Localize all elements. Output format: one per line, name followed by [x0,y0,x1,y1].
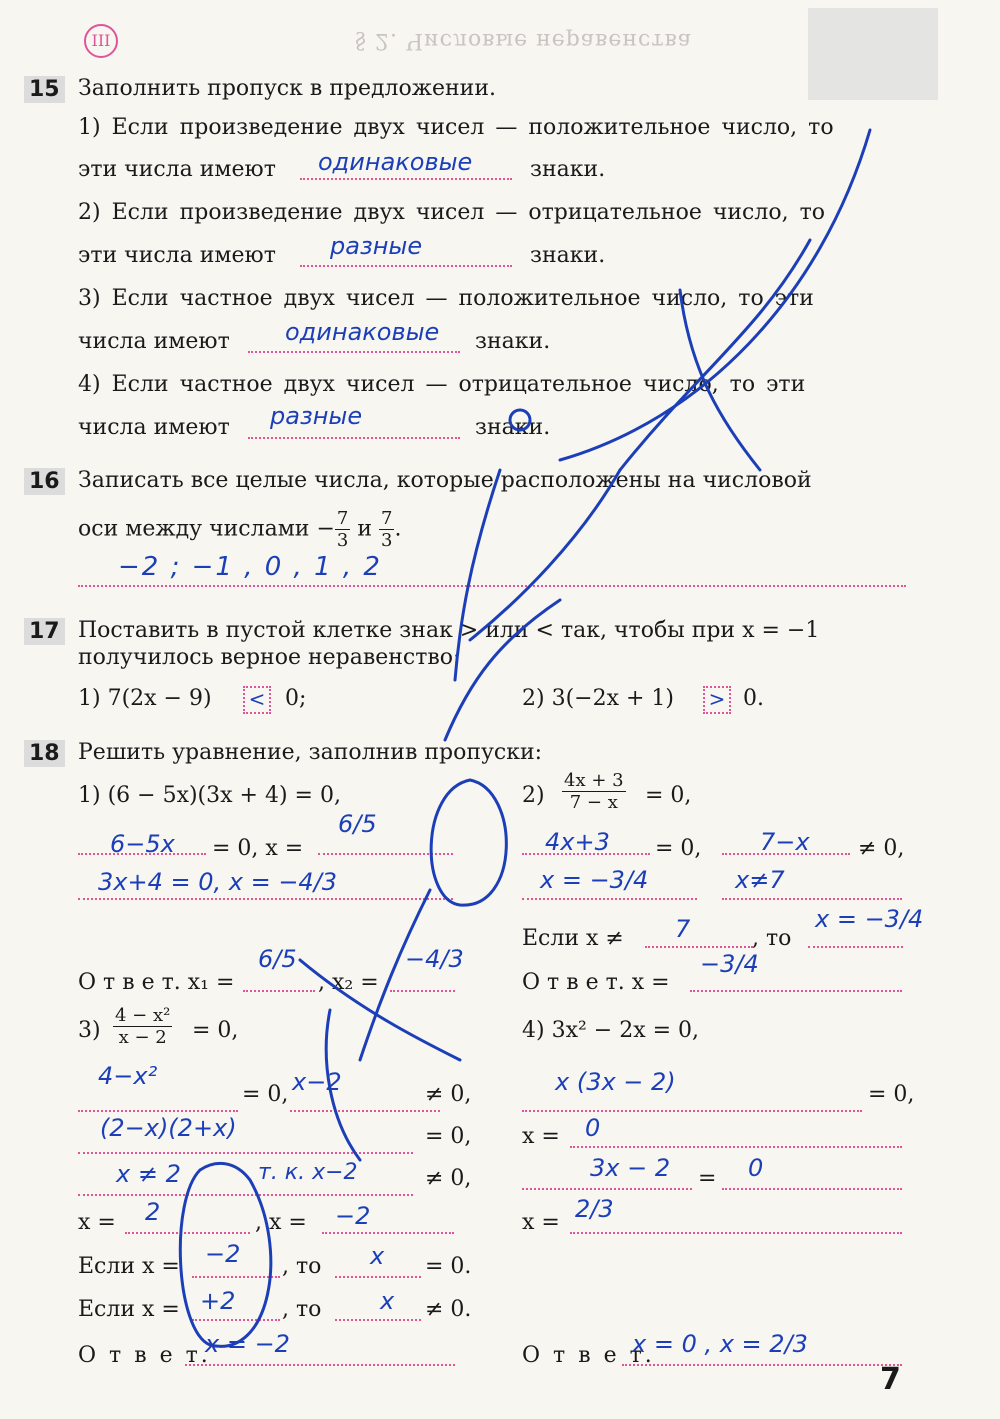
running-head: § 2. Числовые неравенства [355,28,693,53]
ex18-p2-eq: = 0, [645,783,692,808]
check-stroke-11 [326,1010,360,1160]
ex18-p3-hw-b: x−2 [292,1068,342,1096]
ex15-item4-tail: знаки. [475,415,551,440]
ex18-p2-hw-b: 7−x [760,828,810,856]
ex18-p3-line1b: ≠ 0, [425,1082,472,1107]
check-circle-1 [510,410,530,430]
ex18-p2-hw-a: 4x+3 [545,828,610,856]
ex18-p3-if2-to: , то [282,1297,322,1322]
ex17-part1-end: 0; [285,686,307,711]
ex18-p3-if1-end: = 0. [425,1254,472,1279]
ex18-p3-line1a: = 0, [242,1082,289,1107]
ex18-p4-line3: = [698,1166,717,1191]
ex18-p3-x1-hw: 2 [145,1198,161,1226]
fraction-7-3: $\frac{7}{3}$ [381,508,393,551]
ex18-p2-if: Если x ≠ [522,926,624,951]
ex18-p4-ans-hw: x = 0 , x = 2/3 [632,1330,808,1358]
ex18-p3-if2-hw2: x [380,1287,395,1315]
ex18-p2-fraction: $\frac{4x + 3}{7 - x}$ [564,770,624,813]
ex18-p3-if2-hw: +2 [200,1287,236,1315]
ex17-sign-box-1[interactable]: < [243,686,271,714]
ex18-p4-x1-hw: 0 [585,1114,601,1142]
ex18-p3-hw-d: x ≠ 2 [116,1160,181,1188]
ex15-item3-tail: знаки. [475,329,551,354]
ex18-p4-x2-hw: 2/3 [575,1195,614,1223]
ex15-item1-answer: одинаковые [318,148,473,176]
ex18-p4-x1: x = [522,1124,560,1149]
ex18-p3-hw-a: 4−x² [98,1062,158,1090]
ex18-p2-answer: О т в е т. x = [522,970,670,995]
check-stroke-7 [431,780,506,905]
ex15-item2-lead: эти числа имеют [78,243,276,268]
ex16-line1: Записать все целые числа, которые расположены на числовой [78,468,812,493]
ex18-p1-answer-2: , x₂ = [318,970,379,995]
ex18-p4-hw-a: x (3x − 2) [555,1068,676,1096]
check-stroke-9 [300,960,460,1060]
ex16-period: . [394,516,402,542]
page-number: 7 [880,1362,901,1397]
ex15-title: Заполнить пропуск в предложении. [78,76,496,101]
ex18-p3-fraction: $\frac{\text{4 − x²}}{x - 2}$ [115,1005,171,1048]
ex18-p1-line1: = 0, x = [212,836,304,861]
ex15-item2-answer: разные [330,232,423,260]
ex18-p4-answer: О т в е т. [522,1343,655,1368]
ex17-part2: 2) 3(−2x + 1) [522,686,674,711]
ex18-p3-answer: О т в е т. [78,1343,211,1368]
fraction-minus-7-3: $\frac{7}{3}$ [336,508,349,551]
ex18-p1-equation: 1) (6 − 5x)(3x + 4) = 0, [78,783,341,808]
ex18-p2-then-hw: x = −3/4 [815,905,924,933]
ex18-p3-label: 3) [78,1018,101,1043]
ex17-line2: получилось верное неравенство: [78,645,461,670]
ex18-p3-if1: Если x = [78,1254,180,1279]
ex18-p1-ans-hw-2: −4/3 [405,945,464,973]
ex15-item1-tail: знаки. [530,157,606,182]
ex18-p3-eq: = 0, [192,1018,239,1043]
check-stroke-2 [620,240,810,470]
ex18-p3-hw-c: (2−x)(2+x) [100,1114,237,1142]
ex18-p2-hw-c: x = −3/4 [540,866,649,894]
ex15-item2-tail: знаки. [530,243,606,268]
ex18-p2-then: , то [752,926,792,951]
ex18-p3-x1: x = [78,1210,116,1235]
ex18-p2-label: 2) [522,783,545,808]
ex18-p3-hw-e: т. к. x−2 [258,1160,358,1185]
exercise-number-17: 17 [24,618,65,645]
ex18-p3-if1-hw: −2 [205,1240,241,1268]
ex15-item4-line1: 4) Если частное двух чисел — отрицательное число, то эти [78,372,806,397]
ex15-item1-lead: эти числа имеют [78,157,276,182]
ex18-p1-hw-b: 6/5 [338,810,377,838]
ex18-p1-hw-a: 6−5x [110,830,175,858]
ex18-p3-x2: , x = [255,1210,307,1235]
ex15-item3-lead: числа имеют [78,329,230,354]
ex17-sign-box-2[interactable]: > [703,686,731,714]
check-stroke-1 [560,130,870,460]
ex18-p3-line2: = 0, [425,1124,472,1149]
ex18-p3-line3: ≠ 0, [425,1166,472,1191]
ex18-p3-if1-to: , то [282,1254,322,1279]
ex18-p4-equation: 4) 3x² − 2x = 0, [522,1018,700,1043]
ex18-p1-hw-c: 3x+4 = 0, x = −4/3 [98,868,338,896]
ex18-p1-ans-hw-1: 6/5 [258,945,297,973]
ex18-p2-ans-hw: −3/4 [700,950,759,978]
ex18-p3-if2: Если x = [78,1297,180,1322]
ex18-p4-line1: = 0, [868,1082,915,1107]
ex16-lead: оси между числами − [78,516,335,542]
ex18-p3-if2-end: ≠ 0. [425,1297,472,1322]
exercise-number-18: 18 [24,740,65,767]
ex18-p4-hw-d: 0 [748,1154,764,1182]
ex15-item4-lead: числа имеют [78,415,230,440]
check-stroke-10 [180,1163,271,1346]
ex15-item4-answer: разные [270,402,363,430]
ex18-p2-hw-d: x≠7 [735,866,785,894]
ex18-p4-x2: x = [522,1210,560,1235]
ex15-item3-answer: одинаковые [285,318,440,346]
ex17-part2-end: 0. [743,686,764,711]
check-stroke-8 [360,890,430,1060]
ex15-item1-line1: 1) Если произведение двух чисел — положительное число, то [78,115,834,140]
ex18-p3-if1-hw2: x [370,1242,385,1270]
check-stroke-4 [455,470,500,680]
exercise-number-16: 16 [24,468,65,495]
ex16-answer: −2 ; −1 , 0 , 1 , 2 [118,552,382,582]
chapter-badge: III [84,24,118,58]
ex16-and: и [357,516,373,542]
ex18-p1-answer: О т в е т. x₁ = [78,970,235,995]
ex18-p2-if-hw: 7 [675,915,691,943]
ex17-part1: 1) 7(2x − 9) [78,686,212,711]
check-stroke-3 [680,290,760,470]
ex18-p2-line1b: ≠ 0, [858,836,905,861]
exercise-number-15: 15 [24,76,65,103]
ex17-line1: Поставить в пустой клетке знак > или < так, чтобы при x = −1 [78,618,820,643]
ex18-p3-ans-hw: x = −2 [205,1330,290,1358]
ex18-p4-hw-c: 3x − 2 [590,1154,671,1182]
ex18-p3-x2-hw: −2 [335,1202,371,1230]
ex18-title: Решить уравнение, заполнив пропуски: [78,740,543,765]
ex15-item2-line1: 2) Если произведение двух чисел — отрицательное число, то [78,200,825,225]
ex15-item3-line1: 3) Если частное двух чисел — положительное число, то эти [78,286,814,311]
ex18-p2-line1a: = 0, [655,836,702,861]
